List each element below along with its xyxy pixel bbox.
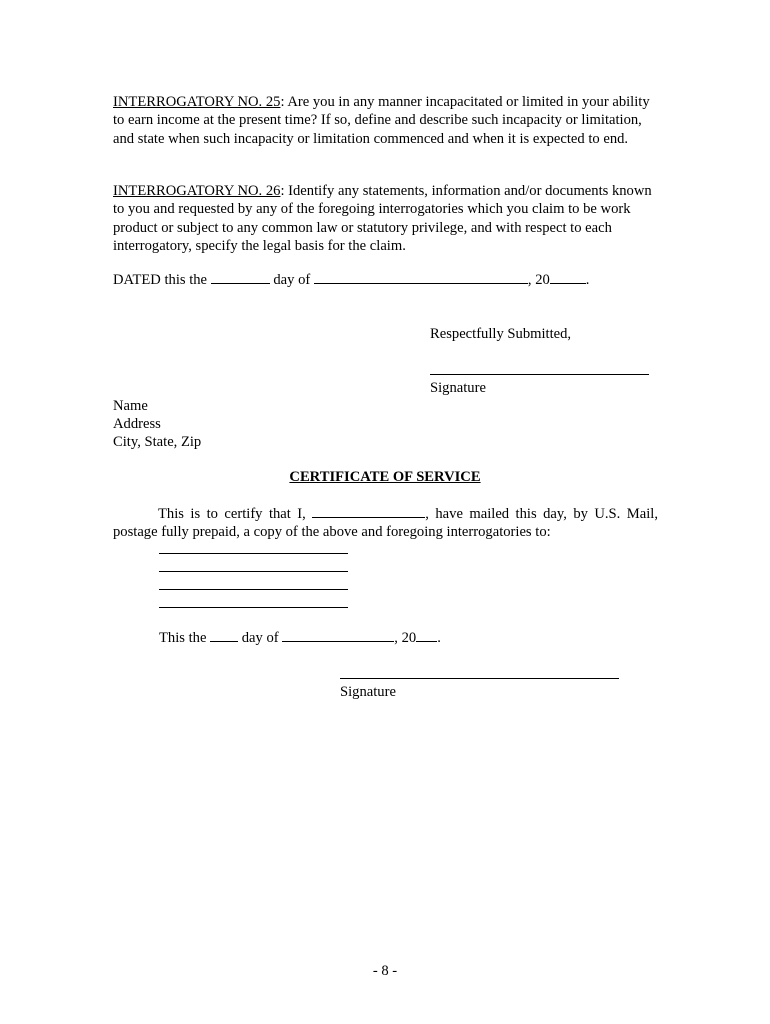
- recipient-line-3[interactable]: [159, 589, 348, 590]
- dated-end: .: [585, 272, 590, 288]
- interrogatory-25-label: INTERROGATORY NO. 25: [113, 94, 281, 110]
- certificate-date-prefix: This the: [159, 630, 207, 646]
- recipient-line-1[interactable]: [159, 553, 348, 554]
- interrogatory-26-text: : Identify any statements, information and/or documents known to you and requested by any of the foregoing interrogatories which you claim to be work product or subject to any common law or statutory privilege, and with respect to each interrogatory, specify the legal basis for the claim.: [113, 183, 652, 254]
- certificate-name-blank[interactable]: [312, 505, 425, 518]
- interrogatory-26: [113, 182, 658, 255]
- certificate-signature-line[interactable]: [340, 678, 619, 679]
- dated-month-blank[interactable]: [314, 271, 528, 284]
- recipient-line-4[interactable]: [159, 607, 348, 608]
- certificate-year-blank[interactable]: [416, 629, 437, 642]
- certificate-date-day-of: day of: [241, 630, 279, 646]
- certificate-date-year-prefix: , 20: [394, 630, 417, 646]
- interrogatory-25: [113, 93, 658, 148]
- dated-day-blank[interactable]: [211, 271, 270, 284]
- dated-day-of: day of: [273, 272, 311, 288]
- certificate-month-blank[interactable]: [282, 629, 394, 642]
- dated-prefix: DATED this the: [113, 272, 208, 288]
- recipient-line-2[interactable]: [159, 571, 348, 572]
- certificate-day-blank[interactable]: [210, 629, 238, 642]
- address-city-state-zip: City, State, Zip: [113, 434, 202, 450]
- dated-year-blank[interactable]: [550, 271, 586, 284]
- page-number: - 8 -: [372, 963, 398, 979]
- submission-signature-line[interactable]: [430, 374, 649, 375]
- certificate-signature-label: Signature: [340, 684, 396, 700]
- interrogatory-26-label: INTERROGATORY NO. 26: [113, 183, 281, 199]
- certificate-heading: CERTIFICATE OF SERVICE: [289, 469, 481, 485]
- certificate-date-line: [159, 629, 441, 647]
- respectfully-submitted: Respectfully Submitted,: [430, 326, 572, 342]
- dated-line: [113, 271, 589, 289]
- dated-year-prefix: , 20: [527, 272, 550, 288]
- certificate-line1-prefix: This is to certify that I,: [158, 506, 306, 522]
- address-address: Address: [113, 416, 161, 432]
- interrogatory-25-text: : Are you in any manner incapacitated or limited in your ability to earn income at the present time? If so, define and describe such incapacity or limitation, and state when such incapacity or limitation commenced and when it is expected to end.: [113, 94, 650, 147]
- certificate-line1-suffix: , have mailed this day, by U.S. Mail,: [425, 506, 658, 522]
- address-name: Name: [113, 398, 148, 414]
- certificate-line-1: [113, 505, 658, 523]
- submission-signature-label: Signature: [430, 380, 486, 396]
- certificate-date-end: .: [437, 630, 441, 646]
- certificate-line-2: postage fully prepaid, a copy of the above and foregoing interrogatories to:: [113, 524, 551, 540]
